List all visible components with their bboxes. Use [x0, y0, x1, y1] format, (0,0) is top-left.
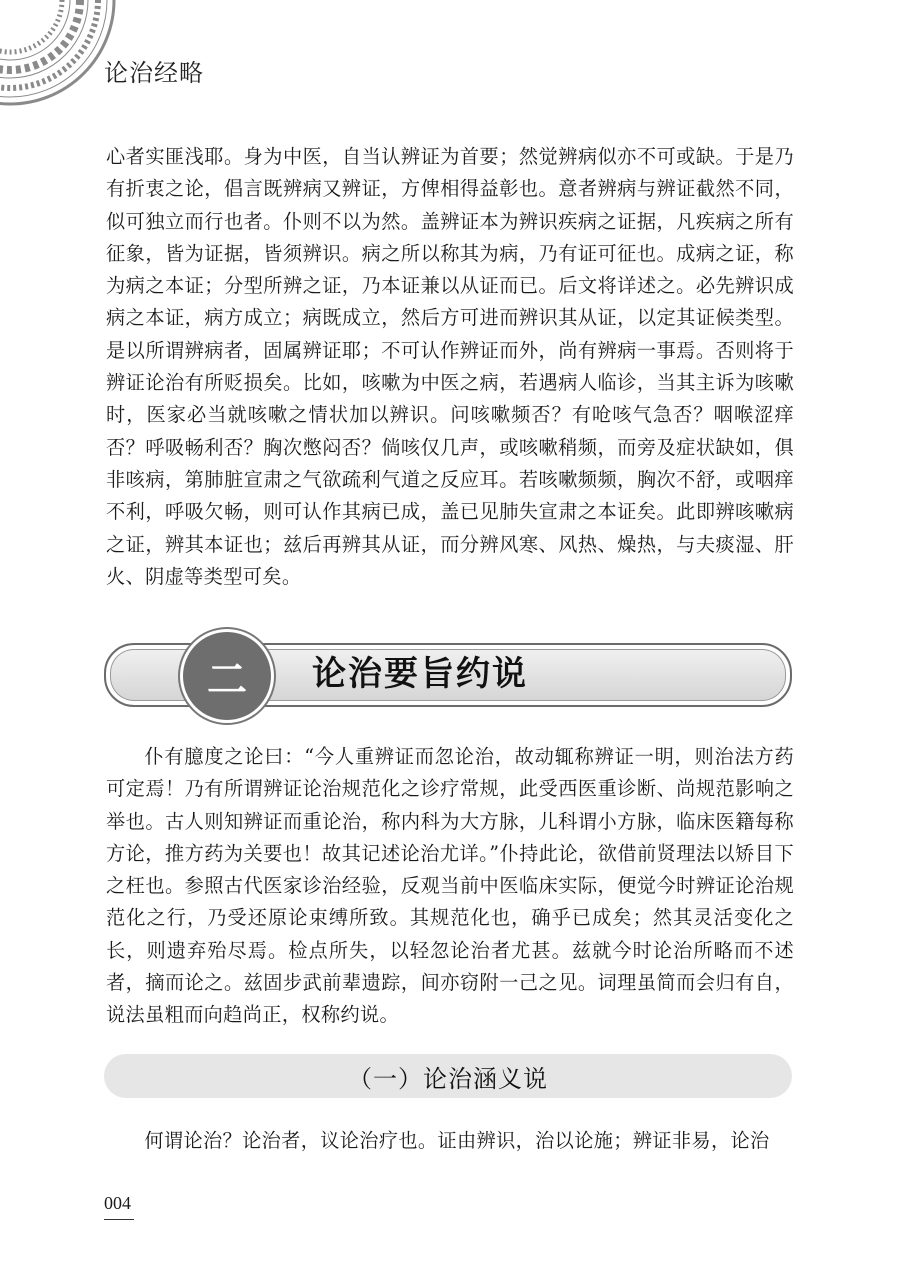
section-title: 论治要旨约说: [312, 654, 528, 694]
circular-ornament-icon: [0, 0, 120, 115]
section-number: 二: [207, 656, 247, 703]
subsection-heading-banner: [104, 1054, 792, 1098]
section-number-badge: [180, 629, 274, 723]
subsection-paragraph: 何谓论治？论治者，议论治疗也。证由辨识，治以论施；辨证非易，论治: [144, 1129, 770, 1152]
body-paragraph: 心者实匪浅耶。身为中医，自当认辨证为首要；然觉辨病似亦不可或缺。于是乃有折衷之论，倡言既辨病又辨证，方俾相得益彰也。意者辨病与辨证截然不同，似可独立而行也者。仆则不以为然。盖辨证本为辨识疾病之证据，凡疾病之所有征象，皆为证据，皆须辨识。病之所以称其为病，乃有证可征也。成病之证，称为病之本证；分型所辨之证，乃本证兼以从证而已。后文将详述之。必先辨识成病之本证，病方成立；病既成立，然后方可进而辨识其从证，以定其证候类型。是以所谓辨病者，固属辨证耶；不可认作辨证而外，尚有辨病一事焉。否则将于辨证论治有所贬损矣。比如，咳嗽为中医之病，若遇病人临诊，当其主诉为咳嗽时，医家必当就咳嗽之情状加以辨识。问咳嗽频否？有呛咳气急否？咽喉涩痒否？呼吸畅利否？胸次憋闷否？倘咳仅几声，或咳嗽稍频，而旁及症状缺如，俱非咳病，第肺脏宣肃之气欲疏利气道之反应耳。若咳嗽频频，胸次不舒，或咽痒不利，呼吸欠畅，则可认作其病已成，盖已见肺失宣肃之本证矣。此即辨咳嗽病之证，辨其本证也；兹后再辨其从证，而分辨风寒、风热、燥热，与夫痰湿、肝火、阴虚等类型可矣。: [106, 145, 794, 588]
section-paragraph: 仆有臆度之论曰：“今人重辨证而忽论治，故动辄称辨证一明，则治法方药可定焉！乃有所谓辨证论治规范化之诊疗常规，此受西医重诊断、尚规范影响之举也。古人则知辨证而重论治，称内科为大方脉，儿科谓小方脉，临床医籍每称方论，推方药为关要也！故其记述论治尤详。”仆持此论，欲借前贤理法以矫目下之枉也。参照古代医家诊治经验，反观当前中医临床实际，便觉今时辨证论治规范化之行，乃受还原论束缚所致。其规范化也，确乎已成矣；然其灵活变化之长，则遗弃殆尽焉。检点所失，以轻忽论治者尤甚。兹就今时论治所略而不述者，摘而论之。兹固步武前辈遗踪，间亦窃附一己之见。词理虽简而会归有自，说法虽粗而向趋尚正，权称约说。: [106, 745, 794, 1027]
running-header-title: 论治经略: [104, 59, 204, 87]
subsection-title: （一）论治涵义说: [348, 1064, 548, 1093]
page-number: 004: [104, 1193, 131, 1213]
page-number-rule: [104, 1219, 134, 1220]
section-heading-banner: [100, 627, 794, 723]
